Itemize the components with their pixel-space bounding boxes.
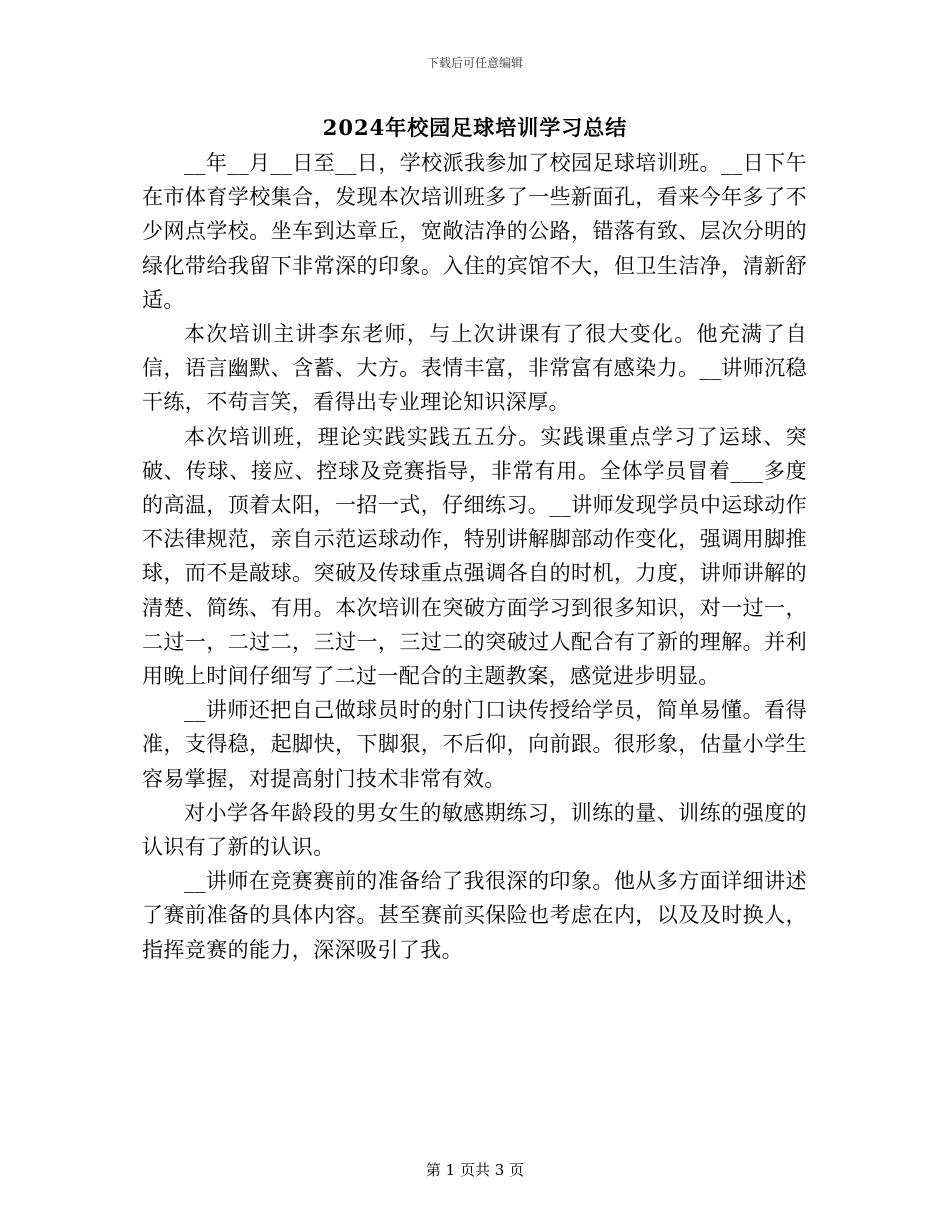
paragraph-4: __讲师还把自己做球员时的射门口诀传授给学员，简单易懂。看得准，支得稳，起脚快，下脚狠，不后仰，向前跟。很形象，估量小学生容易掌握，对提高射门技术非常有效。 (142, 698, 807, 791)
page-number: 第 1 页共 3 页 (425, 1161, 525, 1179)
paragraph-6: __讲师在竞赛赛前的准备给了我很深的印象。他从多方面详细讲述了赛前准备的具体内容。甚至赛前买保险也考虑在内，以及及时换人，指挥竞赛的能力，深深吸引了我。 (142, 869, 807, 962)
paragraph-3: 本次培训班，理论实践实践五五分。实践课重点学习了运球、突破、传球、接应、控球及竞赛指导，非常有用。全体学员冒着___多度的高温，顶着太阳，一招一式，仔细练习。__讲师发现学员中运球动作不法律规范，亲自示范运球动作，特别讲解脚部动作变化，强调用脚推球，而不是敲球。突破及传球重点强调各自的时机，力度，讲师讲解的清楚、简练、有用。本次培训在突破方面学习到很多知识，对一过一，二过一，二过二，三过一，三过二的突破过人配合有了新的理解。并利用晚上时间仔细写了二过一配合的主题教案，感觉进步明显。 (142, 424, 807, 689)
document-title: 2024年校园足球培训学习总结 (322, 115, 628, 140)
page-header-note: 下载后可任意编辑 (426, 56, 523, 70)
paragraph-5: 对小学各年龄段的男女生的敏感期练习，训练的量、训练的强度的认识有了新的认识。 (142, 800, 807, 860)
paragraph-2: 本次培训主讲李东老师，与上次讲课有了很大变化。他充满了自信，语言幽默、含蓄、大方。表情丰富，非常富有感染力。__讲师沉稳干练，不苟言笑，看得出专业理论知识深厚。 (142, 322, 807, 415)
document-body (142, 146, 807, 967)
paragraph-1: __年__月__日至__日，学校派我参加了校园足球培训班。__日下午在市体育学校集合，发现本次培训班多了一些新面孔，看来今年多了不少网点学校。坐车到达章丘，宽敞洁净的公路，错落有致、层次分明的绿化带给我留下非常深的印象。入住的宾馆不大，但卫生洁净，清新舒适。 (142, 151, 807, 312)
